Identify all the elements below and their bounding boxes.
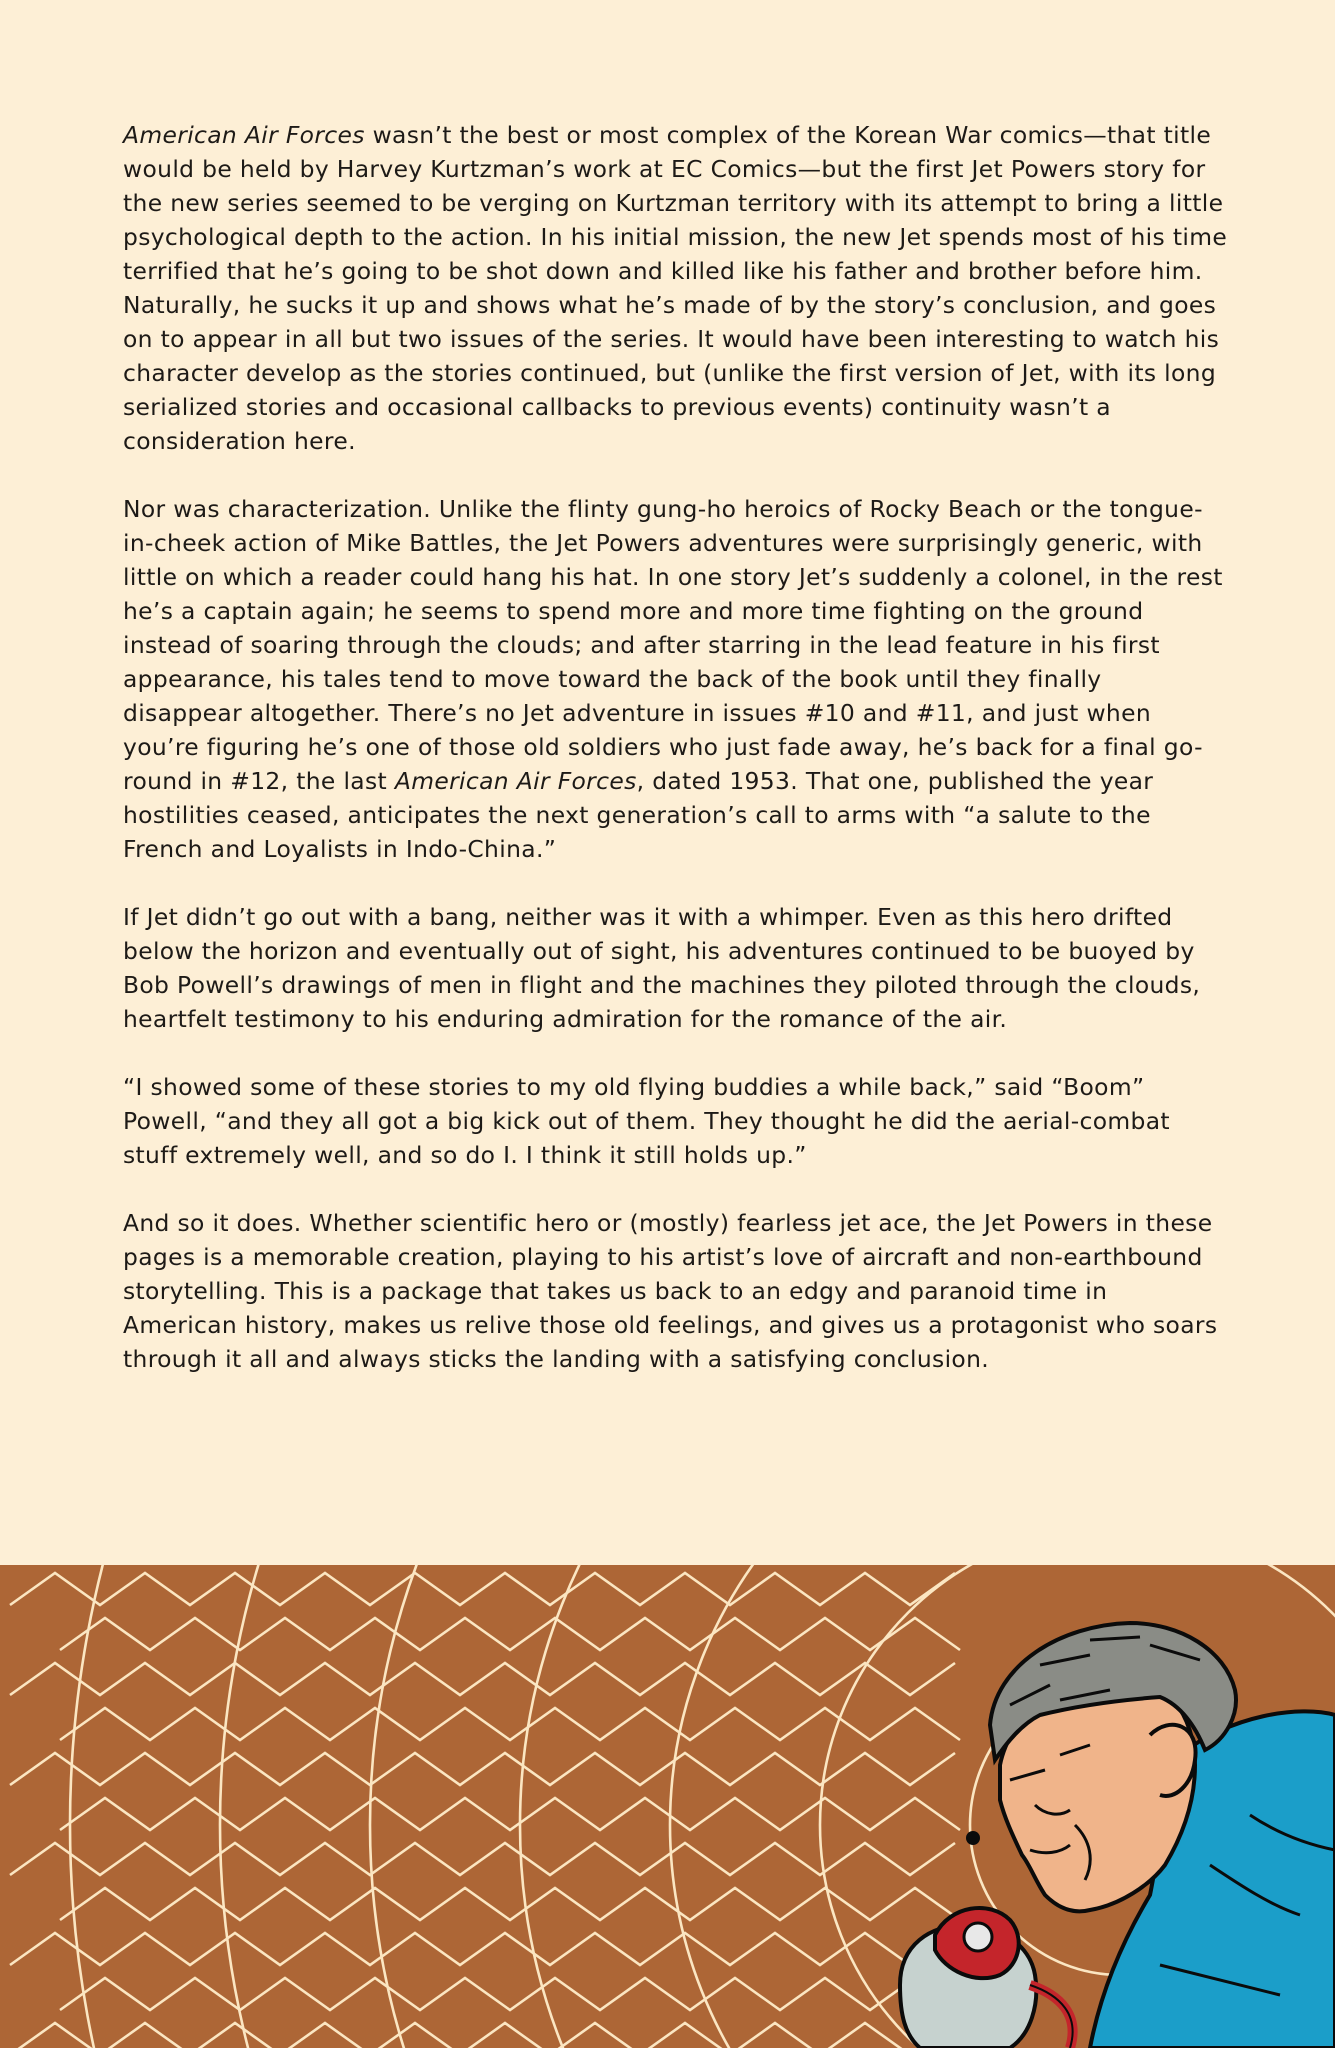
zigzag-line: [60, 1798, 960, 1830]
zigzag-line: [60, 1708, 960, 1740]
zigzag-line: [60, 1618, 960, 1650]
zigzag-lines: [10, 1573, 960, 2048]
paragraph-4: “I showed some of these stories to my old flying buddies a while back,” said “Boom” Powell, “and they all got a big kick out of them. They thought he did the aerial-combat stuff extremely well, and so do I. I think it still holds up.”: [123, 1073, 1170, 1169]
zigzag-line: [60, 1888, 960, 1920]
paragraph-3: If Jet didn’t go out with a bang, neither was it with a whimper. Even as this hero drifted below the horizon and eventually out of sight, his adventures continued to be buoyed by Bob Powell’s drawings of men in flight and the machines they piloted through the clouds, heartfelt testimony to his enduring admiration for the romance of the air.: [123, 903, 1201, 1033]
paragraph-5: And so it does. Whether scientific hero or (mostly) fearless jet ace, the Jet Powers in these pages is a memorable creation, playing to his artist’s love of aircraft and non-earthbound storytelling. This is a package that takes us back to an edgy and paranoid time in American history, makes us relive those old feelings, and gives us a protagonist who soars through it all and always sticks the landing with a satisfying conclusion.: [123, 1209, 1218, 1373]
decorative-illustration-banner: [0, 1565, 1335, 2048]
pilot-figure: [900, 1623, 1335, 2048]
zigzag-line: [10, 1933, 955, 1965]
zigzag-line: [10, 1663, 955, 1695]
microphone-icon: [964, 1923, 992, 1951]
paragraph-text: , dated 1953. That one, published the year hostilities ceased, anticipates the next generation’s call to arms with “a salute to the French and Loyalists in Indo-China.”: [123, 767, 1154, 863]
publication-title: American Air Forces: [394, 767, 637, 795]
zigzag-line: [10, 2023, 955, 2048]
zigzag-line: [10, 1573, 955, 1605]
zigzag-line: [10, 1843, 955, 1875]
zigzag-line: [10, 1753, 955, 1785]
publication-title: American Air Forces: [123, 121, 365, 149]
paragraph-2: [123, 492, 1228, 866]
paragraph-1: [123, 118, 1228, 458]
paragraph-text: Nor was characterization. Unlike the flinty gung-ho heroics of Rocky Beach or the tongue-in-cheek action of Mike Battles, the Jet Powers adventures were surprisingly generic, with little on which a reader could hang his hat. In one story Jet’s suddenly a colonel, in the rest he’s a captain again; he seems to spend more and more time fighting on the ground instead of soaring through the clouds; and after starring in the lead feature in his first appearance, his tales tend to move toward the back of the book until they finally disappear altogether. There’s no Jet adventure in issues #10 and #11, and just when you’re figuring he’s one of those old soldiers who just fade away, he’s back for a final go-round in #12, the last: [123, 495, 1223, 795]
radio-waves-illustration: [0, 1565, 1335, 2048]
article-body: [123, 118, 1228, 1410]
zigzag-line: [60, 1978, 960, 2010]
paragraph-text: wasn’t the best or most complex of the Korean War comics—that title would be held by Harvey Kurtzman’s work at EC Comics—but the first Jet Powers story for the new series seemed to be verging on Kurtzman territory with its attempt to bring a little psychological depth to the action. In his initial mission, the new Jet spends most of his time terrified that he’s going to be shot down and killed like his father and brother before him. Naturally, he sucks it up and shows what he’s made of by the story’s conclusion, and goes on to appear in all but two issues of the series. It would have been interesting to watch his character develop as the stories continued, but (unlike the first version of Jet, with its long serialized stories and occasional callbacks to previous events) continuity wasn’t a consideration here.: [123, 121, 1228, 455]
